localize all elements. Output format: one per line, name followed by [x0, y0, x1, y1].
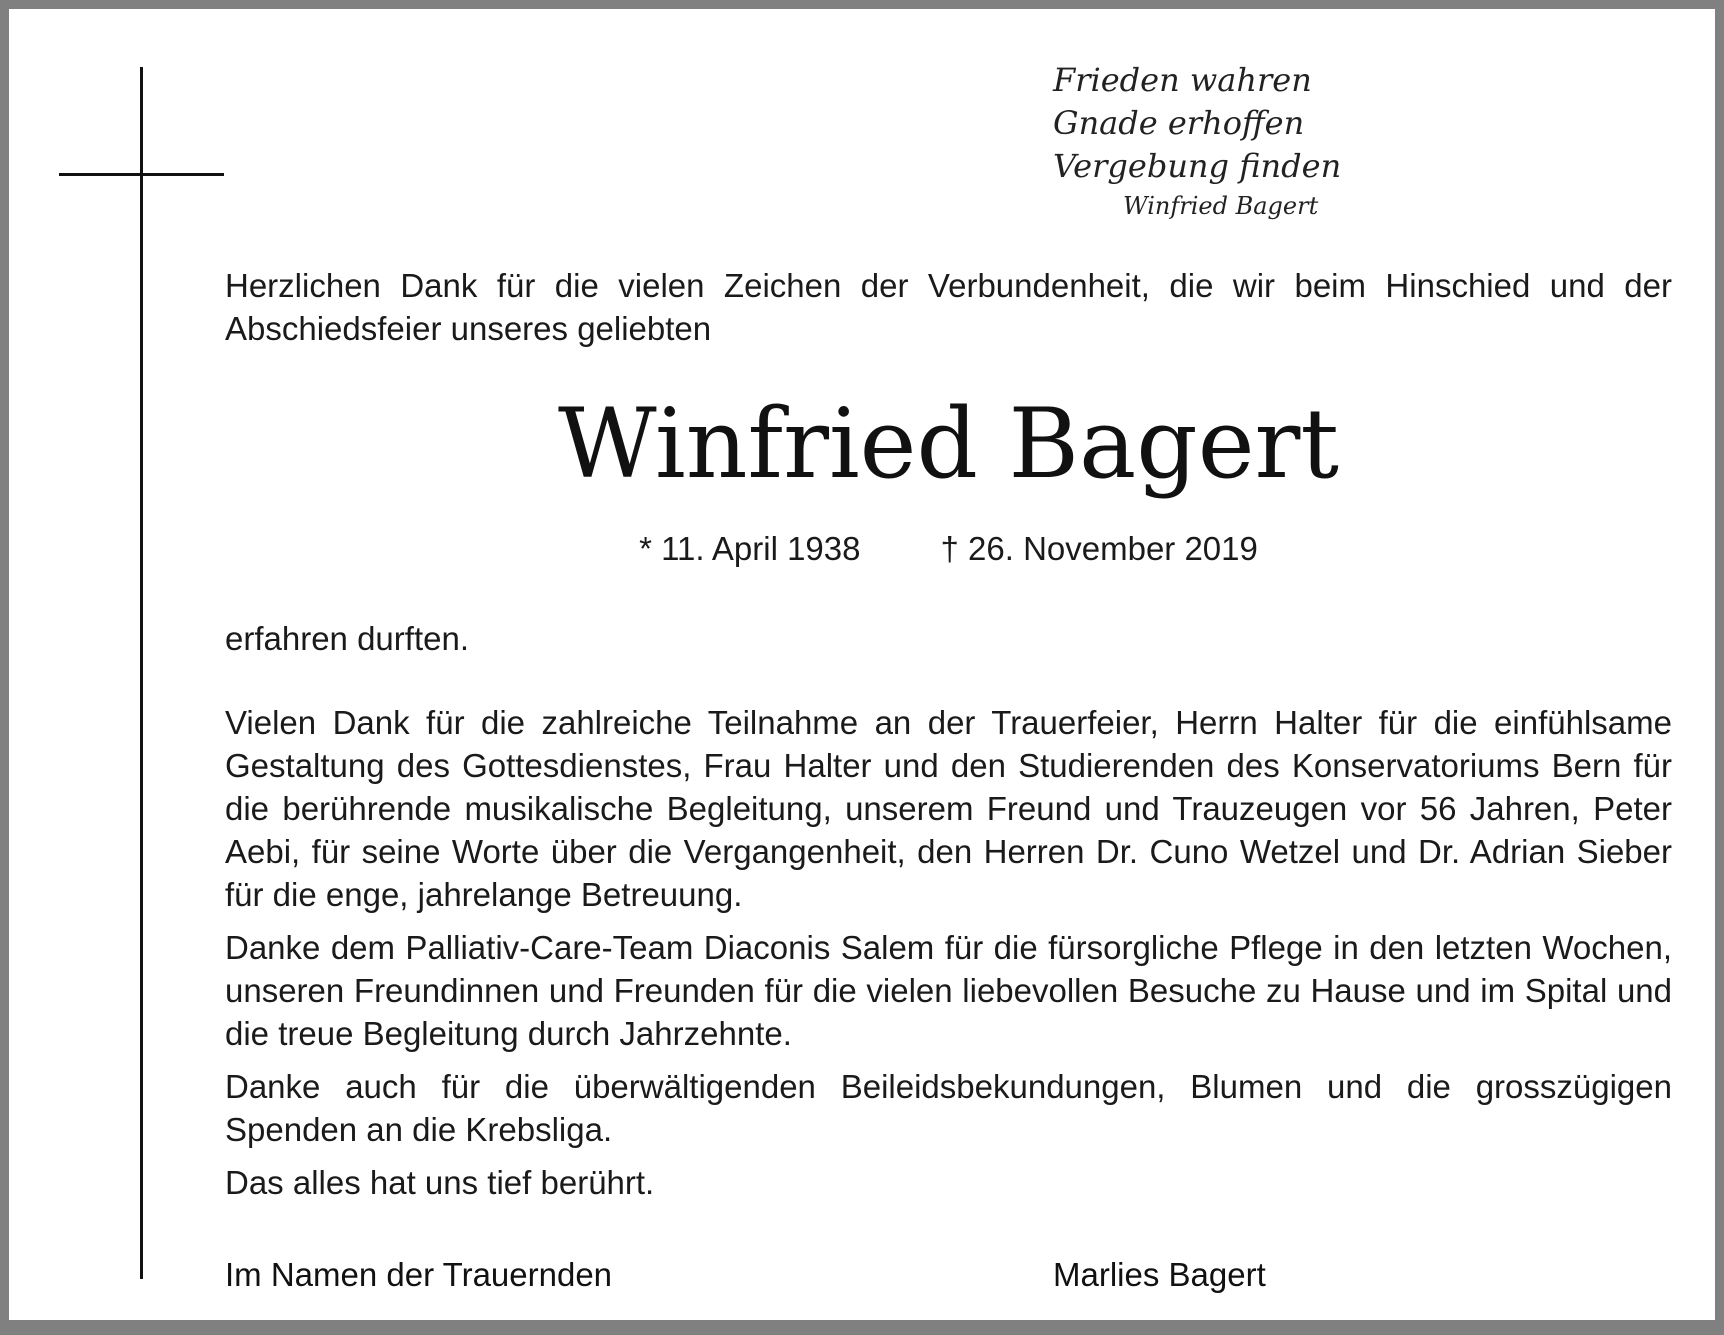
motto-author: Winfried Bagert [1123, 192, 1319, 220]
thanks-paragraph: Das alles hat uns tief berührt. [225, 1164, 655, 1201]
intro-text [225, 264, 1672, 360]
thanks-paragraph: Danke auch für die überwältigenden Beileidsbekundungen, Blumen und die grosszügigen Spenden an die Krebsliga. [225, 1068, 1672, 1148]
birth-date: * 11. April 1938 [639, 530, 861, 567]
after-name-paragraph: erfahren durften. [225, 620, 469, 657]
deceased-name: Winfried Bagert [558, 388, 1339, 500]
motto-line: Frieden wahren [1053, 61, 1312, 99]
motto-block [1053, 59, 1341, 224]
cross-vertical-bar [140, 67, 143, 1279]
death-date: † 26. November 2019 [940, 530, 1258, 567]
thanks-paragraph: Vielen Dank für die zahlreiche Teilnahme an der Trauerfeier, Herrn Halter für die einfühlsame Gestaltung des Gottesdienstes, Frau Halter und den Studierenden des Konservatoriums Bern für die berührende musikalische Begleitung, unserem Freund und Trauzeugen vor 56 Jahren, Peter Aebi, für seine Worte über die Vergangenheit, den Herren Dr. Cuno Wetzel und Dr. Adrian Sieber für die enge, jahrelange Betreuung. [225, 704, 1672, 913]
thanks-text [225, 701, 1672, 1214]
motto-line: Gnade erhoffen [1053, 104, 1305, 142]
motto-line: Vergebung finden [1053, 147, 1342, 185]
signature-left: Im Namen der Trauernden [225, 1256, 613, 1293]
signature-right: Marlies Bagert [1053, 1256, 1266, 1293]
after-name-text [225, 617, 1672, 670]
obituary-page [9, 9, 1715, 1320]
intro-paragraph: Herzlichen Dank für die vielen Zeichen der Verbundenheit, die wir beim Hinschied und der Abschiedsfeier unseres geliebten [225, 267, 1672, 347]
life-dates [225, 527, 1672, 570]
thanks-paragraph: Danke dem Palliativ-Care-Team Diaconis Salem für die fürsorgliche Pflege in den letzten Wochen, unseren Freundinnen und Freunden für die vielen liebevollen Besuche zu Hause und im Spital und die treue Begleitung durch Jahrzehnte. [225, 929, 1672, 1052]
cross-horizontal-bar [59, 173, 224, 176]
